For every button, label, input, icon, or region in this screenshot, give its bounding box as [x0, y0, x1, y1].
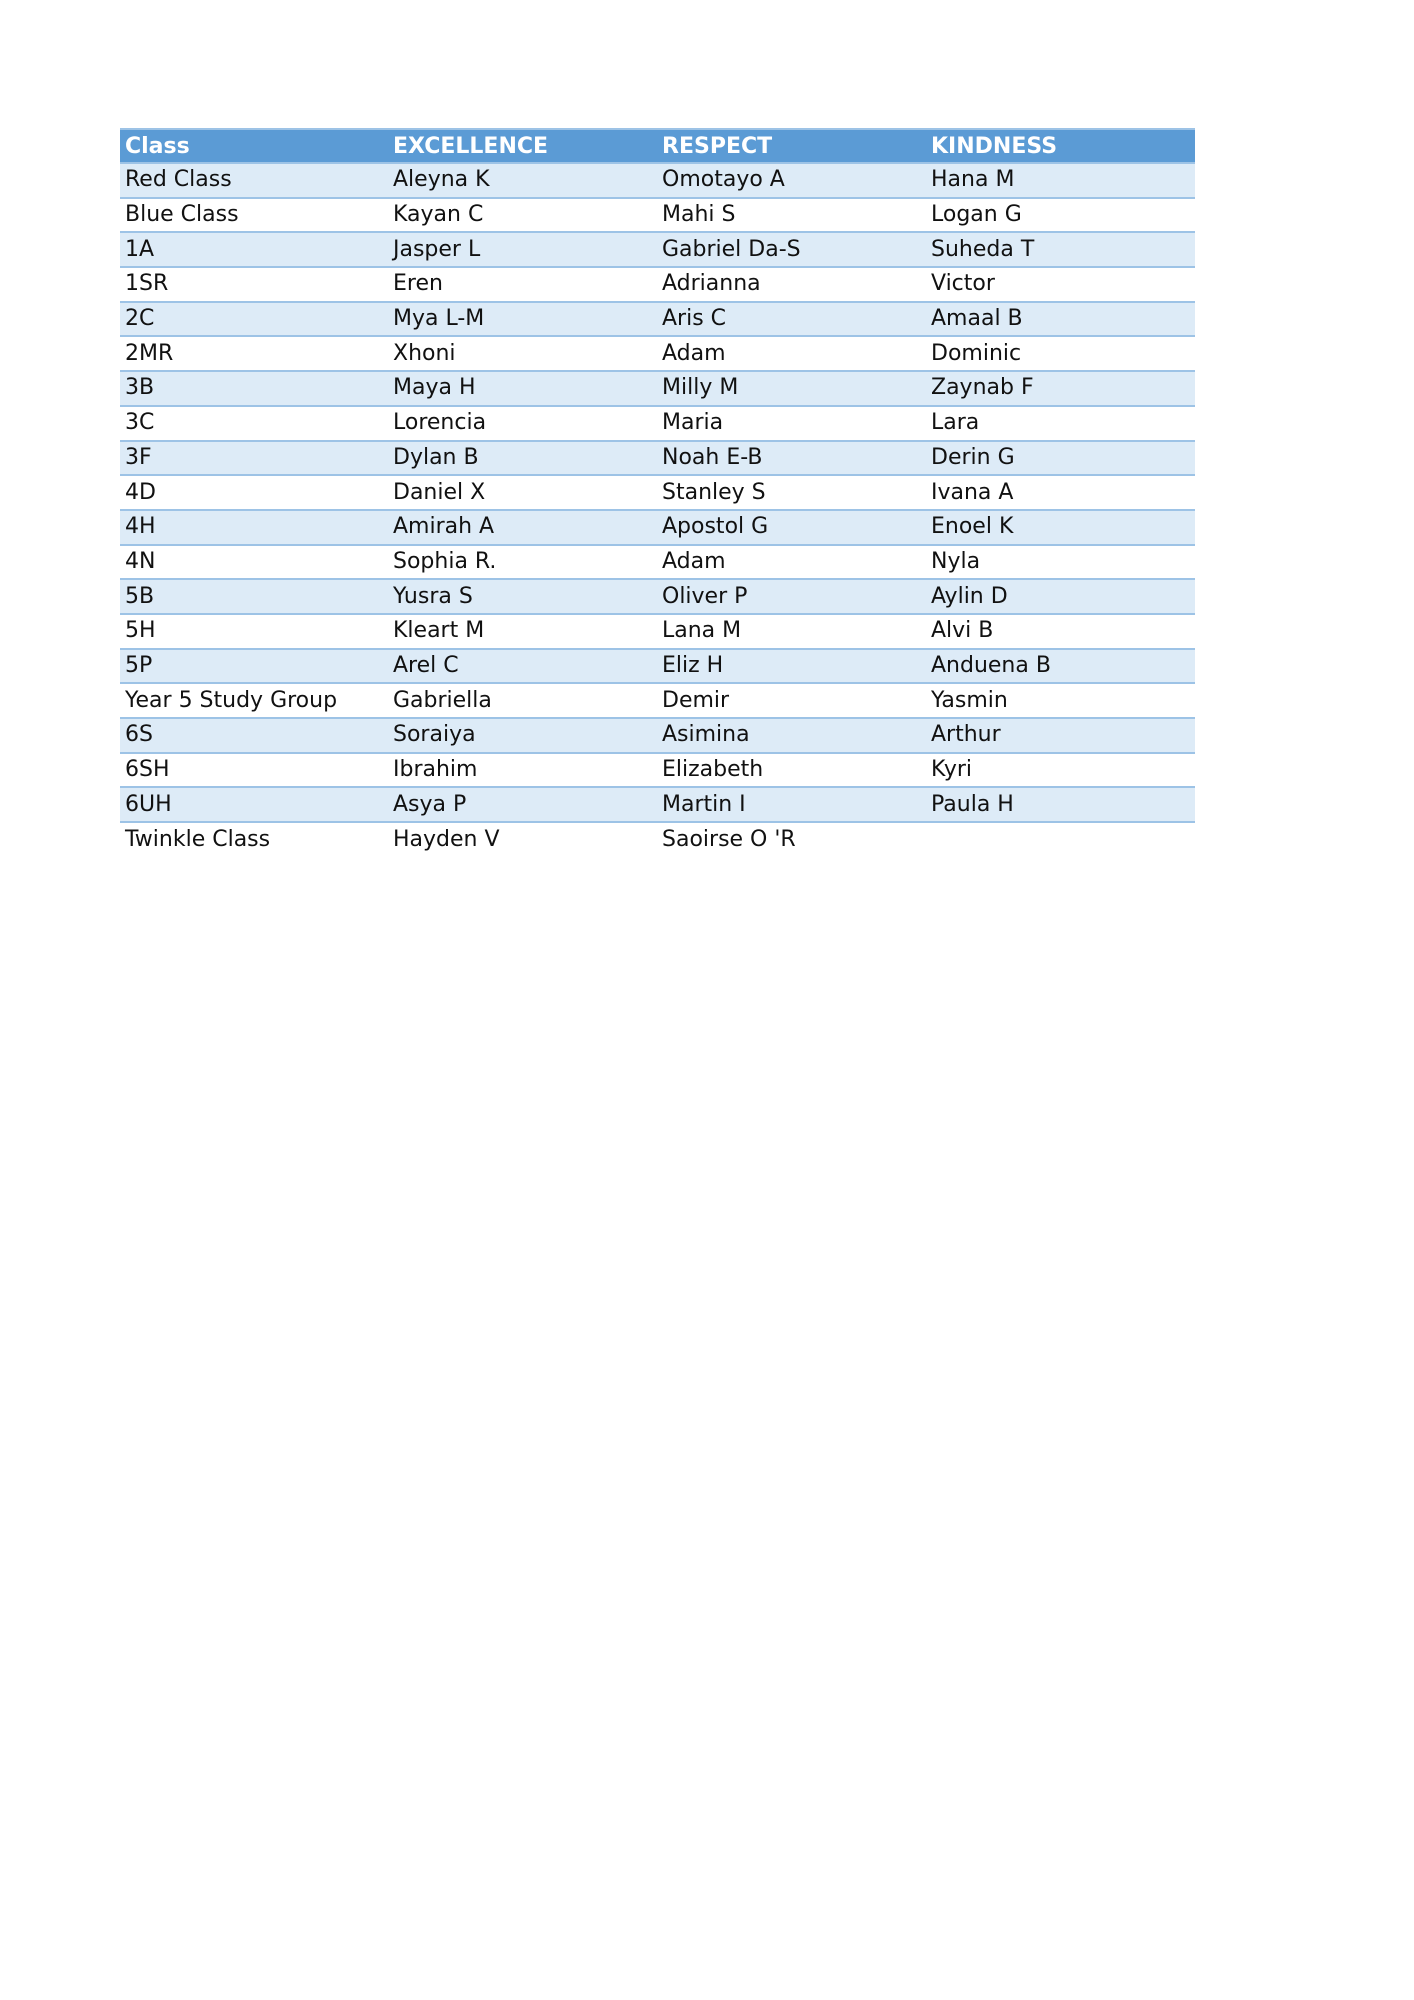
table-row — [120, 787, 1195, 822]
cell-class: 6S — [120, 718, 388, 753]
cell-excellence: Kleart M — [388, 614, 657, 649]
cell-respect: Adrianna — [657, 267, 926, 302]
cell-excellence: Dylan B — [388, 441, 657, 476]
table-row — [120, 267, 1195, 302]
cell-excellence: Gabriella — [388, 683, 657, 718]
cell-class: 4H — [120, 510, 388, 545]
cell-kindness: Yasmin — [926, 683, 1195, 718]
cell-respect: Omotayo A — [657, 163, 926, 198]
cell-class: 5H — [120, 614, 388, 649]
header-row — [120, 129, 1195, 163]
table-row — [120, 371, 1195, 406]
table-row — [120, 545, 1195, 580]
cell-class: 4N — [120, 545, 388, 580]
cell-respect: Aris C — [657, 302, 926, 337]
cell-kindness: Ivana A — [926, 475, 1195, 510]
cell-kindness: Aylin D — [926, 579, 1195, 614]
cell-kindness — [926, 822, 1195, 857]
cell-excellence: Jasper L — [388, 232, 657, 267]
table-row — [120, 718, 1195, 753]
cell-excellence: Amirah A — [388, 510, 657, 545]
table-row — [120, 753, 1195, 788]
cell-kindness: Logan G — [926, 198, 1195, 233]
cell-respect: Gabriel Da-S — [657, 232, 926, 267]
cell-class: Twinkle Class — [120, 822, 388, 857]
table-body — [120, 163, 1195, 857]
table-row — [120, 198, 1195, 233]
cell-respect: Saoirse O 'R — [657, 822, 926, 857]
cell-excellence: Lorencia — [388, 406, 657, 441]
cell-class: 2C — [120, 302, 388, 337]
cell-excellence: Hayden V — [388, 822, 657, 857]
awards-table — [120, 128, 1195, 857]
cell-excellence: Asya P — [388, 787, 657, 822]
cell-kindness: Derin G — [926, 441, 1195, 476]
cell-kindness: Hana M — [926, 163, 1195, 198]
table-row — [120, 441, 1195, 476]
table-row — [120, 614, 1195, 649]
table-row — [120, 406, 1195, 441]
header-class: Class — [120, 129, 388, 163]
cell-respect: Milly M — [657, 371, 926, 406]
table-row — [120, 683, 1195, 718]
table-row — [120, 579, 1195, 614]
cell-class: Red Class — [120, 163, 388, 198]
table-row — [120, 302, 1195, 337]
cell-excellence: Sophia R. — [388, 545, 657, 580]
cell-excellence: Arel C — [388, 649, 657, 684]
table-row — [120, 475, 1195, 510]
cell-kindness: Paula H — [926, 787, 1195, 822]
cell-excellence: Aleyna K — [388, 163, 657, 198]
cell-respect: Stanley S — [657, 475, 926, 510]
cell-kindness: Alvi B — [926, 614, 1195, 649]
cell-kindness: Enoel K — [926, 510, 1195, 545]
cell-kindness: Anduena B — [926, 649, 1195, 684]
cell-class: 3C — [120, 406, 388, 441]
header-respect: RESPECT — [657, 129, 926, 163]
cell-respect: Maria — [657, 406, 926, 441]
cell-class: 6SH — [120, 753, 388, 788]
table-row — [120, 163, 1195, 198]
cell-kindness: Nyla — [926, 545, 1195, 580]
header-kindness: KINDNESS — [926, 129, 1195, 163]
cell-kindness: Kyri — [926, 753, 1195, 788]
cell-excellence: Ibrahim — [388, 753, 657, 788]
cell-class: Blue Class — [120, 198, 388, 233]
cell-class: 6UH — [120, 787, 388, 822]
cell-respect: Apostol G — [657, 510, 926, 545]
cell-class: 1SR — [120, 267, 388, 302]
cell-excellence: Soraiya — [388, 718, 657, 753]
cell-excellence: Xhoni — [388, 336, 657, 371]
table-row — [120, 232, 1195, 267]
cell-respect: Adam — [657, 545, 926, 580]
table-row — [120, 510, 1195, 545]
header-excellence: EXCELLENCE — [388, 129, 657, 163]
cell-respect: Lana M — [657, 614, 926, 649]
cell-respect: Adam — [657, 336, 926, 371]
cell-kindness: Zaynab F — [926, 371, 1195, 406]
cell-respect: Elizabeth — [657, 753, 926, 788]
cell-respect: Mahi S — [657, 198, 926, 233]
cell-respect: Martin I — [657, 787, 926, 822]
cell-respect: Oliver P — [657, 579, 926, 614]
cell-excellence: Daniel X — [388, 475, 657, 510]
cell-kindness: Suheda T — [926, 232, 1195, 267]
cell-class: 3F — [120, 441, 388, 476]
cell-excellence: Maya H — [388, 371, 657, 406]
cell-respect: Eliz H — [657, 649, 926, 684]
cell-excellence: Eren — [388, 267, 657, 302]
cell-excellence: Mya L-M — [388, 302, 657, 337]
table-row — [120, 649, 1195, 684]
cell-excellence: Yusra S — [388, 579, 657, 614]
cell-kindness: Arthur — [926, 718, 1195, 753]
cell-respect: Demir — [657, 683, 926, 718]
cell-class: 5P — [120, 649, 388, 684]
cell-kindness: Amaal B — [926, 302, 1195, 337]
cell-class: 2MR — [120, 336, 388, 371]
table-row — [120, 336, 1195, 371]
cell-class: 5B — [120, 579, 388, 614]
cell-kindness: Dominic — [926, 336, 1195, 371]
cell-excellence: Kayan C — [388, 198, 657, 233]
cell-class: 4D — [120, 475, 388, 510]
table-header — [120, 129, 1195, 163]
cell-respect: Asimina — [657, 718, 926, 753]
cell-class: 3B — [120, 371, 388, 406]
table-row — [120, 822, 1195, 857]
cell-kindness: Victor — [926, 267, 1195, 302]
cell-respect: Noah E-B — [657, 441, 926, 476]
cell-kindness: Lara — [926, 406, 1195, 441]
cell-class: 1A — [120, 232, 388, 267]
cell-class: Year 5 Study Group — [120, 683, 388, 718]
